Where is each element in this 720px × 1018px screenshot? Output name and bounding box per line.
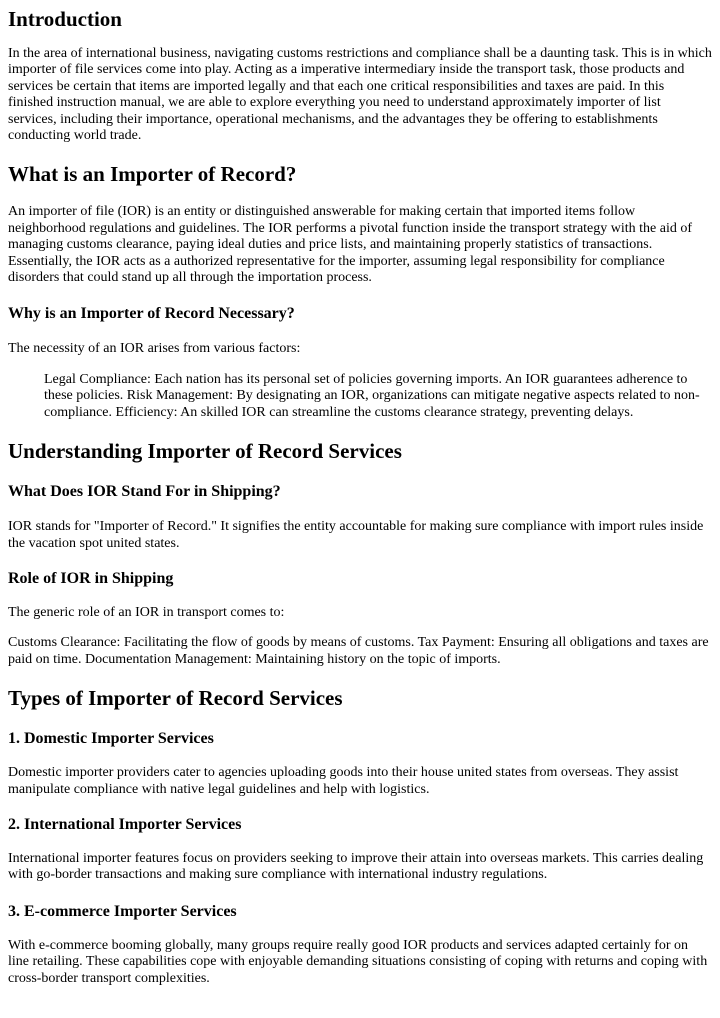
heading-domestic: 1. Domestic Importer Services	[8, 730, 214, 748]
heading-introduction: Introduction	[8, 7, 122, 31]
heading-ecommerce: 3. E-commerce Importer Services	[8, 902, 237, 920]
paragraph-role-of-ior-list: Customs Clearance: Facilitating the flow of goods by means of customs. Tax Payment: Ensuring all obligations and taxes are paid on time. Documentation Management: Maintaining history on the topic of imports.	[8, 635, 709, 667]
heading-international: 2. International Importer Services	[8, 815, 242, 833]
paragraph-role-of-ior-intro: The generic role of an IOR in transport comes to:	[8, 604, 285, 620]
heading-ior-stand-for: What Does IOR Stand For in Shipping?	[8, 483, 281, 501]
paragraph-introduction: In the area of international business, navigating customs restrictions and compliance shall be a daunting task. This is in which importer of file services come into play. Acting as a imperative intermediary inside the transport task, those products and services be certain that items are imported legally and that each one critical responsibilities and taxes are paid. In this finished instruction manual, we are able to explore everything you need to understand approximately importer of list services, including their importance, operational mechanisms, and the advantages they be offering to establishments conducting world trade.	[8, 46, 712, 144]
heading-why-necessary: Why is an Importer of Record Necessary?	[8, 305, 295, 323]
heading-role-of-ior: Role of IOR in Shipping	[8, 569, 174, 587]
paragraph-what-is-ior: An importer of file (IOR) is an entity or distinguished answerable for making certain that imported items follow neighborhood regulations and guidelines. The IOR performs a pivotal function inside the transport strategy with the aid of managing customs clearance, paying ideal duties and price lists, and maintaining properly statistics of transactions. Essentially, the IOR acts as a authorized representative for the importer, assuming legal responsibility for compliance disorders that could stand up all through the importation process.	[8, 204, 693, 286]
heading-types: Types of Importer of Record Services	[8, 686, 343, 711]
paragraph-why-necessary: The necessity of an IOR arises from various factors:	[8, 341, 301, 357]
heading-what-is-ior: What is an Importer of Record?	[8, 162, 297, 187]
paragraph-domestic: Domestic importer providers cater to agencies uploading goods into their house united states from overseas. They assist manipulate compliance with native legal guidelines and help with logistics.	[8, 765, 679, 797]
paragraph-international: International importer features focus on providers seeking to improve their attain into overseas markets. This carries dealing with go-border transactions and making sure compliance with international industry regulations.	[8, 850, 704, 883]
paragraph-ecommerce: With e-commerce booming globally, many groups require really good IOR products and services adapted certainly for on line retailing. These capabilities cope with enjoyable demanding situations consisting of coping with returns and coping with cross-border transport complexities.	[8, 937, 708, 986]
paragraph-ior-stand-for: IOR stands for "Importer of Record." It signifies the entity accountable for making sure compliance with import rules inside the vacation spot united states.	[8, 519, 704, 551]
blockquote-why-necessary: Legal Compliance: Each nation has its personal set of policies governing imports. An IOR guarantees adherence to these policies. Risk Management: By designating an IOR, organizations can mitigate negative aspects related to non-compliance. Efficiency: An skilled IOR can streamline the customs clearance strategy, preventing delays.	[44, 371, 700, 420]
heading-understanding: Understanding Importer of Record Services	[8, 439, 402, 464]
